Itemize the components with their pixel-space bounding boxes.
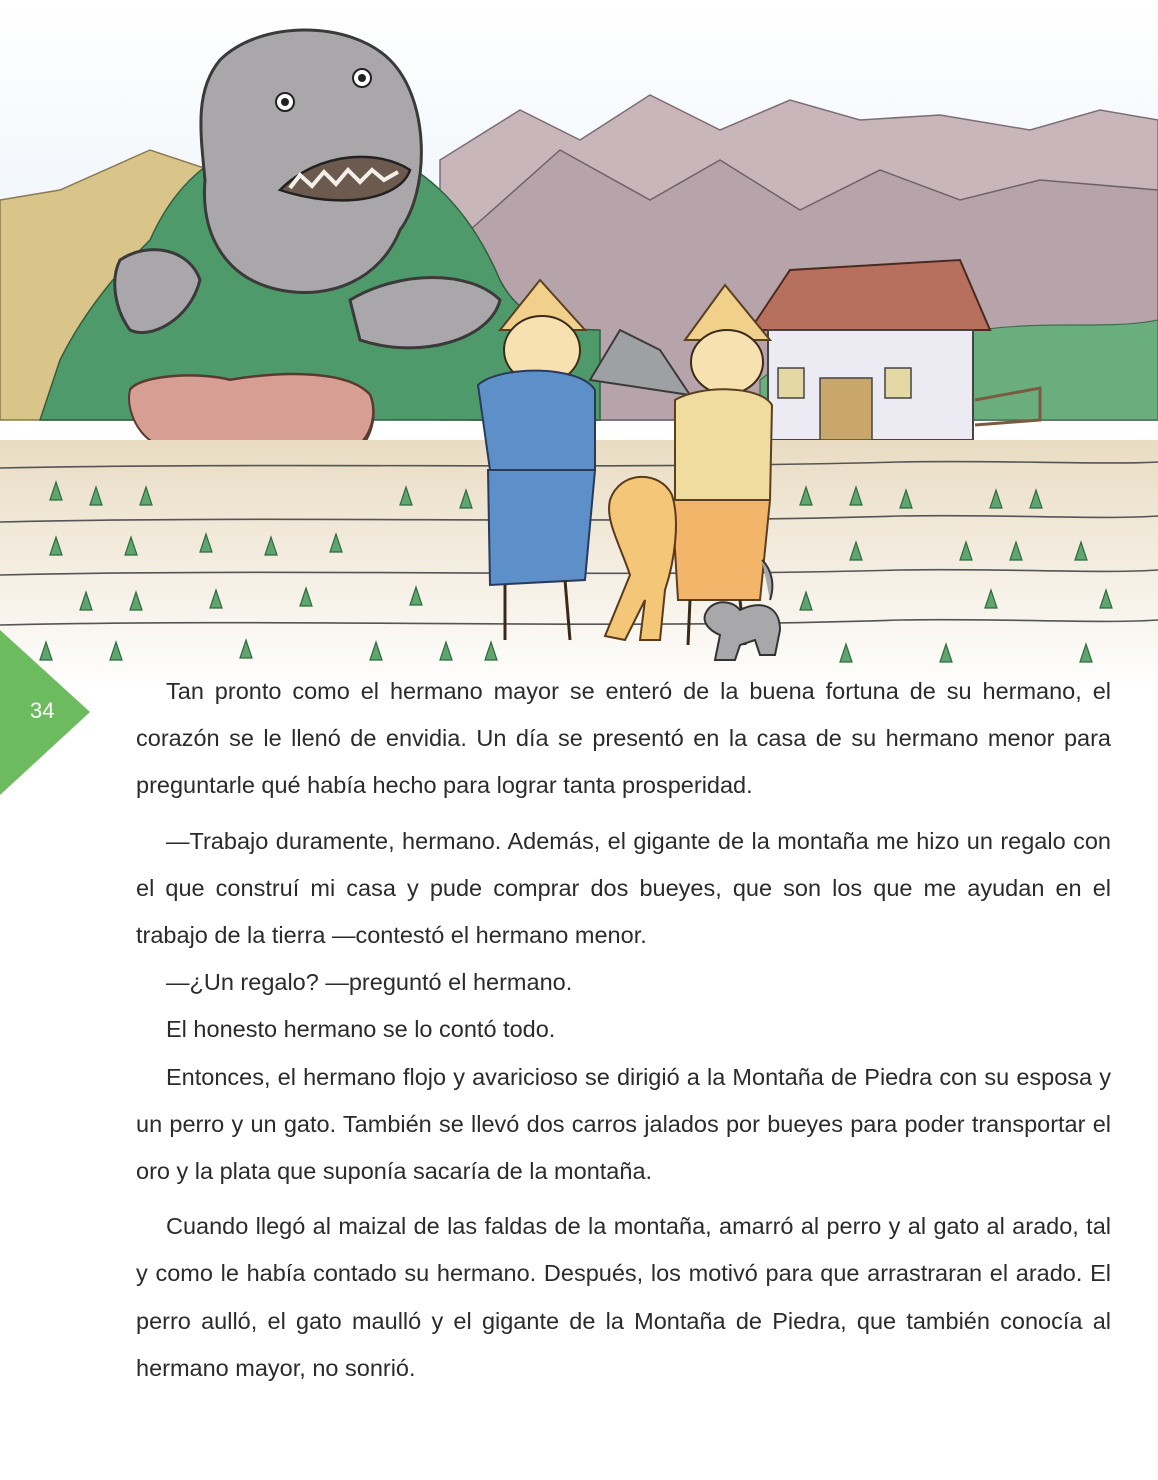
illustration xyxy=(0,0,1158,690)
story-paragraph: —¿Un regalo? —preguntó el hermano. xyxy=(166,969,573,996)
story-text xyxy=(136,668,1111,1392)
page-number: 34 xyxy=(30,698,55,723)
story-paragraph: Cuando llegó al maizal de las faldas de la montaña, amarró al perro y al gato al arado, tal y como le había contado su hermano. Después, los motivó para que arrastraran el arado. El perro aulló, el gato maulló y el gigante de la Montaña de Piedra, que también conocía al hermano mayor, no sonrió. xyxy=(136,1213,1111,1381)
story-paragraph: Tan pronto como el hermano mayor se enteró de la buena fortuna de su hermano, el corazón se le llenó de envidia. Un día se presentó en la casa de su hermano menor para preguntarle qué había hecho para lograr tanta prosperidad. xyxy=(136,678,1111,799)
story-paragraph: Entonces, el hermano flojo y avaricioso se dirigió a la Montaña de Piedra con su esposa y un perro y un gato. También se llevó dos carros jalados por bueyes para poder transportar el oro y la plata que suponía sacaría de la montaña. xyxy=(136,1063,1111,1185)
story-paragraph: El honesto hermano se lo contó todo. xyxy=(166,1016,556,1043)
story-paragraph: —Trabajo duramente, hermano. Además, el gigante de la montaña me hizo un regalo con el que construí mi casa y pude comprar dos bueyes, que son los que me ayudan en el trabajo de la tierra —contestó el hermano menor. xyxy=(136,827,1111,949)
page-number-tab xyxy=(0,0,100,800)
younger-brother xyxy=(672,285,772,645)
